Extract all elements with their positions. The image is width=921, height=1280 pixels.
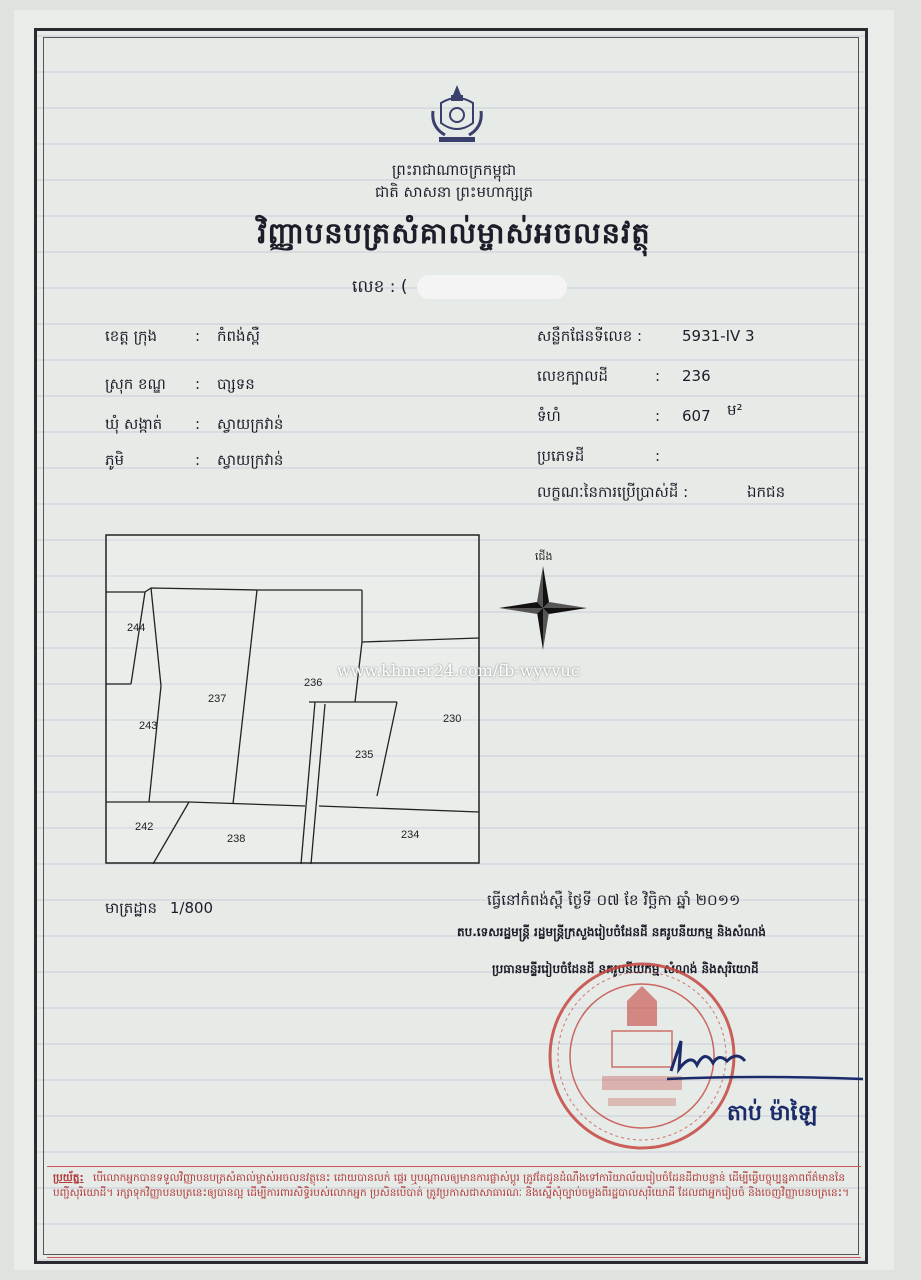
date-line: ធ្វើនៅកំពង់ស្ពឺ ថ្ងៃទី ០៧ ខែ វិច្ឆិកា ឆ្នាំ ២០១១: [487, 891, 741, 909]
area-unit: ម²: [727, 401, 743, 419]
map-sheet-row: [537, 327, 755, 349]
warning-note: [47, 1166, 861, 1258]
parcel-label-244: 244: [127, 622, 146, 634]
parcel-label-242: 242: [135, 821, 154, 833]
parcel-label-236: 236: [304, 677, 323, 689]
map-sheet-label: សន្លឹកផែនទីលេខ :: [537, 327, 643, 345]
department-line: ប្រធានមន្ទីររៀបចំដែនដី នគរូបនីយកម្ម សំណង់ និងសុរិយោដី: [492, 962, 759, 976]
land-use-value: ឯកជន: [747, 483, 786, 501]
commune-value: ស្វាយក្រវាន់: [217, 415, 284, 433]
kingdom-heading: ព្រះរាជាណាចក្រកម្ពុជា: [391, 161, 517, 179]
land-use-label: លក្ខណៈនៃការប្រើប្រាស់ដី :: [537, 483, 689, 501]
parcel-no-label: លេខក្បាលដី: [537, 367, 608, 385]
village-label: ភូមិ: [105, 451, 125, 469]
parcel-label-235: 235: [355, 749, 374, 761]
commune-label: ឃុំ សង្កាត់: [105, 415, 163, 433]
north-label: ជើង: [535, 550, 553, 563]
scale-label: មាត្រដ្ឋាន: [105, 899, 158, 917]
parcel-label-234: 234: [401, 829, 420, 841]
parcel-label-230: 230: [443, 713, 462, 725]
warning-note-label: ប្រយ័ត្ន:: [53, 1172, 84, 1184]
redacted-number: [417, 275, 567, 299]
scale-value: 1/800: [169, 899, 214, 917]
parcel-label-237: 237: [208, 693, 227, 705]
compass-rose-icon: [497, 546, 597, 666]
village-value: ស្វាយក្រវាន់: [217, 451, 284, 469]
commune-row: ឃុំ សង្កាត់ : ស្វាយក្រវាន់: [105, 415, 162, 437]
certificate-title: វិញ្ញាបនបត្រសំគាល់ម្ចាស់អចលនវត្ថុ: [257, 216, 651, 250]
signer-name: តាប់ ម៉ាឡៃ: [727, 1101, 818, 1126]
national-motto: ជាតិ សាសនា ព្រះមហាក្សត្រ: [374, 183, 534, 201]
area-value: 607: [682, 407, 711, 425]
village-row: ភូមិ : ស្វាយក្រវាន់: [105, 451, 124, 473]
certificate-sheet: [14, 10, 894, 1270]
parcel-no-row: លេខក្បាលដី : 236: [537, 367, 711, 385]
certificate-number-label: លេខ : (: [352, 277, 408, 297]
parcel-no-value: 236: [682, 367, 711, 385]
land-use-row: [537, 483, 786, 505]
area-row: ទំហំ : 607 ម²: [537, 401, 743, 425]
authority-line: តប.ទេសរដ្ឋមន្ត្រី រដ្ឋមន្ត្រីក្រសួងរៀបចំដែនដី នគរូបនីយកម្ម និងសំណង់: [457, 925, 766, 939]
signature-icon: [657, 1031, 867, 1091]
watermark-url: www.khmer24.com/fb-wyvvuc: [337, 661, 580, 680]
land-type-row: ប្រភេទដី :: [537, 447, 661, 465]
land-type-label: ប្រភេទដី: [537, 447, 585, 465]
district-label: ស្រុក ខណ្ឌ: [105, 375, 166, 393]
royal-emblem-icon: [427, 81, 487, 145]
certificate-frame: [34, 28, 868, 1264]
district-value: បា្សទន: [217, 375, 255, 393]
cadastral-map: [105, 534, 480, 864]
province-value: កំពង់ស្ពឺ: [217, 327, 260, 345]
warning-note-text: បើលោកអ្នកបានទទួលវិញ្ញាបនបត្រសំគាល់ម្ចាស់អចលនវត្ថុនេះ ដោយបានលក់ ផ្ទេរ ឬបណ្ដាលឲ្យមានការផ្លាស់ប្ដូរ ត្រូវតែជូនដំណឹងទៅការិយាល័យរៀបចំដែនដីជាបន្ទាន់ ដើម្បីធ្វើបច្ចុប្បន្នភាពព័ត៌មាននៃបញ្ជីសុរិយោដី។ រក្សាទុកវិញ្ញាបនបត្រនេះឲ្យបានល្អ ដើម្បីការពារសិទ្ធិរបស់លោកអ្នក ប្រសិនបើបាត់ ត្រូវប្រកាសជាសាធារណៈ និងស្នើសុំច្បាប់ចម្លងពីរដ្ឋបាលសុរិយោដី ដែលជាអ្នករៀបចំ និងចេញវិញ្ញាបនបត្រនេះ។: [53, 1172, 850, 1199]
parcel-label-243: 243: [139, 720, 158, 732]
province-label: ខេត្ត ក្រុង: [105, 327, 158, 345]
area-label: ទំហំ: [537, 407, 561, 425]
map-sheet-value: 5931-IV 3: [682, 327, 755, 345]
district-row: ស្រុក ខណ្ឌ : បា្សទន: [105, 375, 166, 397]
province-row: ខេត្ត ក្រុង : កំពង់ស្ពឺ: [105, 327, 157, 349]
parcel-label-238: 238: [227, 833, 246, 845]
scale-row: [105, 899, 213, 921]
